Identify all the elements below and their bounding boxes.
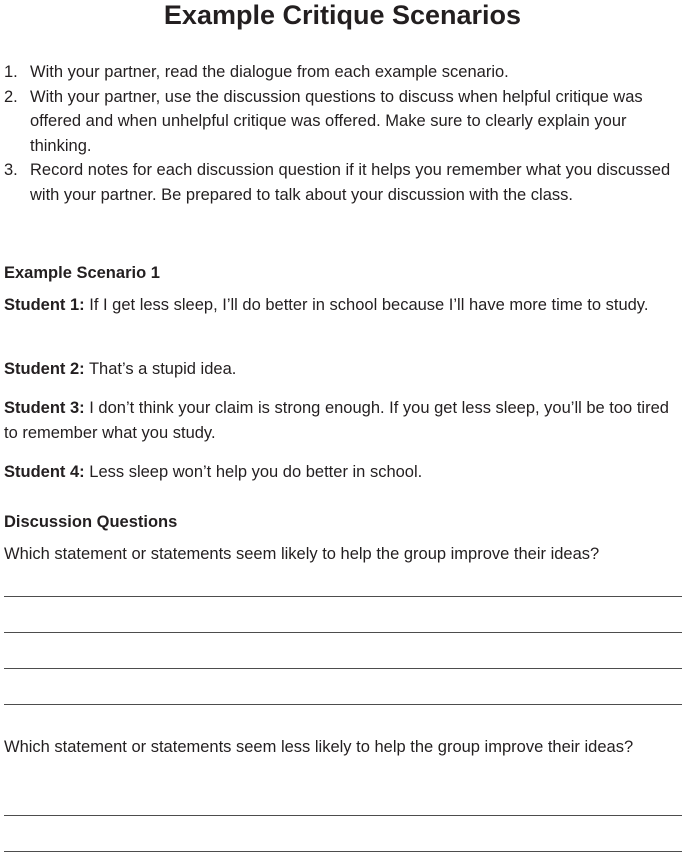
answer-line[interactable] [4, 704, 682, 705]
instruction-number: 3. [4, 161, 18, 180]
instruction-item [0, 85, 685, 159]
discussion-question: Which statement or statements seem less likely to help the group improve their ideas? [4, 738, 634, 756]
answer-line[interactable] [4, 596, 682, 597]
answer-line[interactable] [4, 668, 682, 669]
dialogue-line [4, 396, 682, 446]
instruction-text: With your partner, use the discussion questions to discuss when helpful critique was offered and when unhelpful critique was offered. Make sure to clearly explain your thinking. [30, 87, 643, 155]
speaker-label: Student 1: [4, 296, 85, 314]
dialogue-text: That’s a stupid idea. [88, 360, 237, 378]
page-title: Example Critique Scenarios [163, 0, 522, 30]
scenario-heading: Example Scenario 1 [4, 264, 160, 282]
dialogue-text: I don’t think your claim is strong enough. If you get less sleep, you’ll be too tired to remember what you study. [4, 399, 669, 442]
dialogue-text: If I get less sleep, I’ll do better in school because I’ll have more time to study. [89, 296, 649, 314]
instruction-list [0, 60, 685, 208]
speaker-label: Student 4: [4, 463, 85, 481]
dialogue-line [4, 460, 682, 485]
instruction-text: Record notes for each discussion question if it helps you remember what you discussed with your partner. Be prepared to talk about your discussion with the class. [30, 161, 671, 204]
dialogue-line [4, 357, 682, 382]
instruction-number: 2. [4, 87, 18, 106]
dialogue-line [4, 293, 682, 318]
discussion-heading: Discussion Questions [4, 513, 178, 531]
instruction-item [0, 158, 685, 207]
discussion-question: Which statement or statements seem likely to help the group improve their ideas? [4, 545, 600, 563]
answer-line[interactable] [4, 632, 682, 633]
instruction-text: With your partner, read the dialogue from each example scenario. [30, 63, 509, 81]
instruction-number: 1. [4, 63, 18, 81]
answer-line[interactable] [4, 815, 682, 816]
speaker-label: Student 3: [4, 399, 85, 417]
speaker-label: Student 2: [4, 360, 85, 378]
instruction-item [0, 60, 685, 85]
dialogue-text: Less sleep won’t help you do better in school. [89, 463, 423, 481]
answer-line[interactable] [4, 851, 682, 852]
